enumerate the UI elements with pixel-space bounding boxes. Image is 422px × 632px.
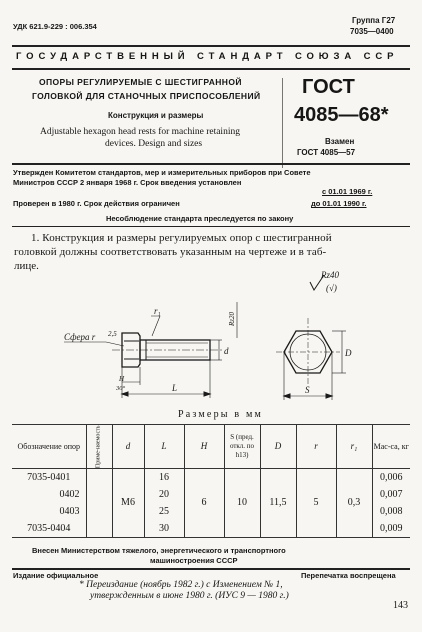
cell-D: 11,5 [260, 468, 296, 537]
col-header-D: D [260, 425, 296, 468]
r1-leader [151, 316, 160, 336]
checked-line: Проверен в 1980 г. Срок действия ограничен [13, 199, 180, 208]
replaces-label: Взамен [325, 137, 355, 146]
approval-line1: Утвержден Комитетом стандартов, мер и измерительных приборов при Совете [13, 168, 311, 177]
sizes-table-wrap [12, 424, 410, 538]
l-label: L [172, 383, 178, 393]
row-L: 25 [144, 503, 184, 520]
introduced-line1: Внесен Министерством тяжелого, энергетического и транспортного [32, 546, 286, 555]
standard-rule [12, 68, 410, 70]
row-L: 16 [144, 468, 184, 486]
row-L: 30 [144, 520, 184, 537]
title-ru-line2: ГОЛОВКОЙ ДЛЯ СТАНОЧНЫХ ПРИСПОСОБЛЕНИЙ [32, 91, 261, 101]
sizes-table [12, 425, 410, 537]
approval-rule [12, 226, 410, 227]
sphere-leader [64, 342, 124, 346]
body-line3: лице. [14, 260, 39, 272]
col-header-L: L [144, 425, 184, 468]
row-code: 7035-0404 [12, 520, 86, 537]
footnote-line2: утвержденным в июне 1980 г. (ИУС 9 — 1980 г.) [90, 591, 289, 601]
udk-code: УДК 621.9-229 : 006.354 [13, 22, 97, 31]
title-en-line2: devices. Design and sizes [105, 139, 203, 149]
introduced-line2: машиностроения СССР [150, 556, 238, 565]
official-edition: Издание официальное [13, 571, 99, 580]
standard-line: ГОСУДАРСТВЕННЫЙ СТАНДАРТ СОЮЗА ССР [16, 51, 399, 62]
row-L: 20 [144, 486, 184, 503]
gost-number: 4085—68* [294, 104, 389, 126]
col-header-d: d [112, 425, 144, 468]
footnote-line1: * Переиздание (ноябрь 1982 г.) с Изменением № 1, [79, 580, 283, 590]
table-row [12, 468, 410, 486]
row-mass: 0,008 [380, 505, 403, 517]
roughness-label: Rz40 [321, 270, 339, 280]
group-code: 7035—0400 [350, 27, 394, 36]
title-en-line1: Adjustable hexagon head rests for machine retaining [40, 127, 240, 137]
row-usage [86, 468, 112, 537]
title-ru-line1: ОПОРЫ РЕГУЛИРУЕМЫЕ С ШЕСТИГРАННОЙ [39, 77, 242, 87]
group-label: Группа Г27 [352, 16, 396, 25]
row-code: 0402 [12, 486, 86, 503]
footer-rule [12, 568, 410, 570]
sphere-label: Сфера r [64, 332, 96, 342]
approval-line2: Министров СССР 2 января 1968 г. Срок введения установлен [13, 178, 242, 187]
replaces-value: ГОСТ 4085—57 [297, 148, 356, 157]
title-ru-subtitle: Конструкция и размеры [108, 111, 204, 120]
D-label: D [345, 348, 352, 358]
roughness-tail: (√) [326, 283, 337, 293]
col-header-code: Обозначение опор [12, 425, 86, 468]
warning-line: Несоблюдение стандарта преследуется по закону [106, 214, 294, 223]
col-header-H: H [184, 425, 224, 468]
body-line1: 1. Конструкция и размеры регулируемых опор с шестигранной [31, 232, 332, 244]
cell-S: 10 [224, 468, 260, 537]
row-code: 0403 [12, 503, 86, 520]
angle-label: 30° [116, 385, 126, 392]
table-caption: Размеры в мм [178, 409, 264, 420]
chamfer-label: 2,5 [108, 330, 117, 338]
cell-d: M6 [112, 468, 144, 537]
reprint-prohibited: Перепечатка воспрещена [301, 571, 396, 580]
col-header-r: r [296, 425, 336, 468]
title-divider [282, 78, 283, 168]
title-bottom-rule [12, 163, 410, 165]
col-header-mass: Мас-са, кг [372, 425, 410, 468]
cell-H: 6 [184, 468, 224, 537]
rz20-label: Rz20 [228, 312, 236, 326]
cell-r1: 0,3 [336, 468, 372, 537]
page-number: 143 [393, 600, 408, 611]
row-mass: 0,006 [380, 471, 403, 483]
date-to: до 01.01 1990 г. [311, 199, 367, 208]
cell-r: 5 [296, 468, 336, 537]
top-rule [12, 45, 410, 47]
row-mass: 0,009 [380, 522, 403, 534]
col-header-r1: r₁ [336, 425, 372, 468]
col-header-S: S (пред. откл. по h13) [224, 425, 260, 468]
d-label: d [224, 346, 229, 356]
date-from: с 01.01 1969 г. [322, 187, 373, 196]
hex-head-view [276, 318, 346, 400]
S-label: S [305, 385, 310, 395]
gost-label: ГОСТ [302, 76, 355, 98]
h-label: H [119, 375, 125, 383]
row-mass: 0,007 [380, 488, 403, 500]
r1-label: r₁ [154, 306, 161, 316]
row-code: 7035-0401 [12, 468, 86, 486]
col-header-usage: Приме-няемость [86, 425, 112, 468]
body-line2: головкой должны соответствовать указанным на чертеже и в таб- [14, 246, 327, 258]
technical-drawing [0, 270, 422, 410]
